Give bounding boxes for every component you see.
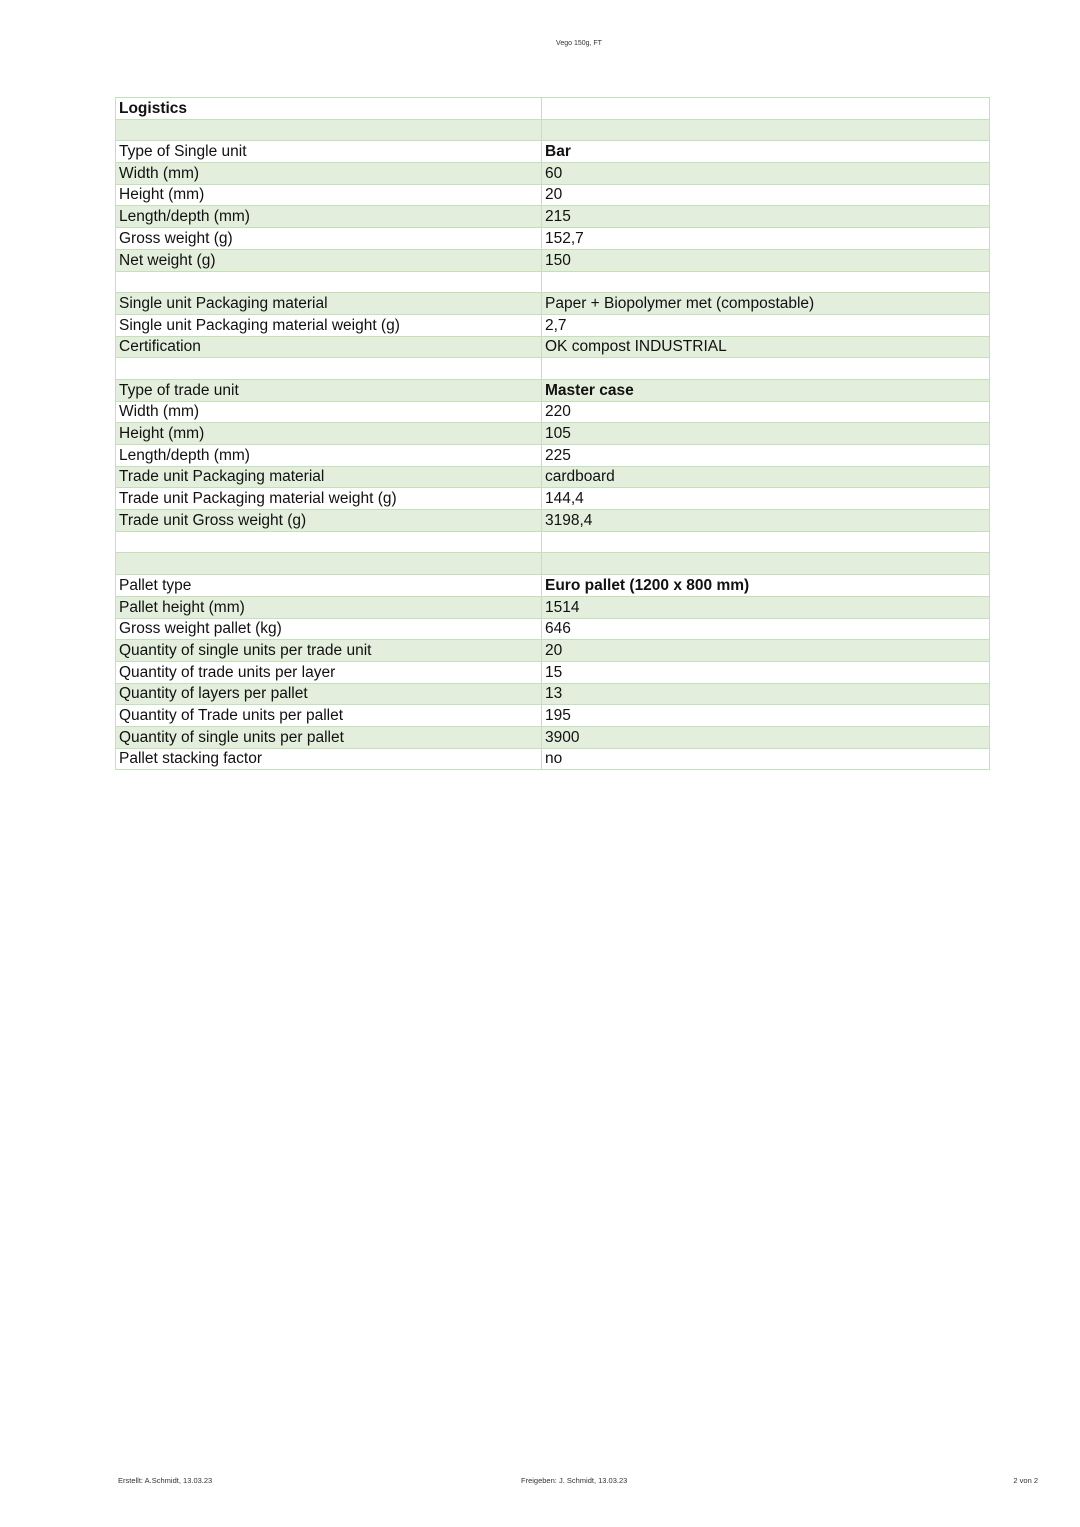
row-value: no [542, 748, 990, 770]
table-row [116, 618, 990, 640]
row-value: 105 [542, 423, 990, 445]
footer-page-number: 2 von 2 [1013, 1476, 1038, 1485]
table-row [116, 206, 990, 228]
row-label: Width (mm) [116, 163, 542, 185]
row-label: Height (mm) [116, 423, 542, 445]
row-label: Type of trade unit [116, 379, 542, 401]
row-value: 20 [542, 640, 990, 662]
table-row [116, 705, 990, 727]
row-value [542, 98, 990, 120]
table-row [116, 293, 990, 315]
row-label: Quantity of Trade units per pallet [116, 705, 542, 727]
row-value [542, 531, 990, 553]
row-value: Paper + Biopolymer met (compostable) [542, 293, 990, 315]
row-label [116, 119, 542, 141]
row-value: 3900 [542, 726, 990, 748]
table-row [116, 98, 990, 120]
row-value: 150 [542, 249, 990, 271]
row-value: OK compost INDUSTRIAL [542, 336, 990, 358]
row-label [116, 358, 542, 380]
table-row [116, 314, 990, 336]
table-row [116, 488, 990, 510]
row-label: Type of Single unit [116, 141, 542, 163]
row-label: Pallet type [116, 575, 542, 597]
row-label [116, 531, 542, 553]
row-label: Length/depth (mm) [116, 445, 542, 467]
row-value [542, 271, 990, 293]
row-label: Trade unit Packaging material [116, 466, 542, 488]
table-row [116, 445, 990, 467]
table-row [116, 423, 990, 445]
row-value: Master case [542, 379, 990, 401]
row-value: 144,4 [542, 488, 990, 510]
row-value: 225 [542, 445, 990, 467]
row-label: Gross weight (g) [116, 228, 542, 250]
footer-created: Erstellt: A.Schmidt, 13.03.23 [118, 1476, 213, 1485]
row-label: Gross weight pallet (kg) [116, 618, 542, 640]
row-value: 13 [542, 683, 990, 705]
table-row [116, 661, 990, 683]
table-row [116, 726, 990, 748]
row-value: 195 [542, 705, 990, 727]
row-value [542, 553, 990, 575]
row-label: Certification [116, 336, 542, 358]
table-row [116, 553, 990, 575]
row-label: Net weight (g) [116, 249, 542, 271]
footer-approved: Freigeben: J. Schmidt, 13.03.23 [521, 1476, 628, 1485]
table-row [116, 379, 990, 401]
row-value [542, 119, 990, 141]
table-row [116, 640, 990, 662]
row-label: Quantity of trade units per layer [116, 661, 542, 683]
table-row [116, 119, 990, 141]
table-row [116, 596, 990, 618]
row-label: Quantity of single units per trade unit [116, 640, 542, 662]
row-label: Quantity of single units per pallet [116, 726, 542, 748]
row-value: Bar [542, 141, 990, 163]
row-label: Trade unit Packaging material weight (g) [116, 488, 542, 510]
row-label: Logistics [116, 98, 542, 120]
row-label [116, 271, 542, 293]
row-label: Length/depth (mm) [116, 206, 542, 228]
row-label: Pallet stacking factor [116, 748, 542, 770]
row-value: 60 [542, 163, 990, 185]
table-row [116, 336, 990, 358]
row-label: Single unit Packaging material [116, 293, 542, 315]
table-row [116, 748, 990, 770]
table-row [116, 141, 990, 163]
row-label: Height (mm) [116, 184, 542, 206]
row-label [116, 553, 542, 575]
row-label: Quantity of layers per pallet [116, 683, 542, 705]
table-row [116, 531, 990, 553]
table-row [116, 683, 990, 705]
table-row [116, 466, 990, 488]
logistics-table-body [116, 98, 990, 770]
row-value: Euro pallet (1200 x 800 mm) [542, 575, 990, 597]
table-row [116, 163, 990, 185]
row-value: 20 [542, 184, 990, 206]
table-row [116, 510, 990, 532]
row-value: 646 [542, 618, 990, 640]
row-value: 220 [542, 401, 990, 423]
row-value: 15 [542, 661, 990, 683]
row-value: 1514 [542, 596, 990, 618]
table-row [116, 358, 990, 380]
table-row [116, 575, 990, 597]
table-row [116, 249, 990, 271]
row-label: Trade unit Gross weight (g) [116, 510, 542, 532]
row-value: 215 [542, 206, 990, 228]
logistics-table [115, 97, 990, 770]
table-row [116, 184, 990, 206]
row-label: Single unit Packaging material weight (g) [116, 314, 542, 336]
table-row [116, 271, 990, 293]
row-value: 152,7 [542, 228, 990, 250]
table-row [116, 401, 990, 423]
document-header-title: Vego 150g, FT [556, 40, 602, 47]
row-label: Pallet height (mm) [116, 596, 542, 618]
row-value: 2,7 [542, 314, 990, 336]
row-value: cardboard [542, 466, 990, 488]
row-value [542, 358, 990, 380]
row-value: 3198,4 [542, 510, 990, 532]
table-row [116, 228, 990, 250]
row-label: Width (mm) [116, 401, 542, 423]
